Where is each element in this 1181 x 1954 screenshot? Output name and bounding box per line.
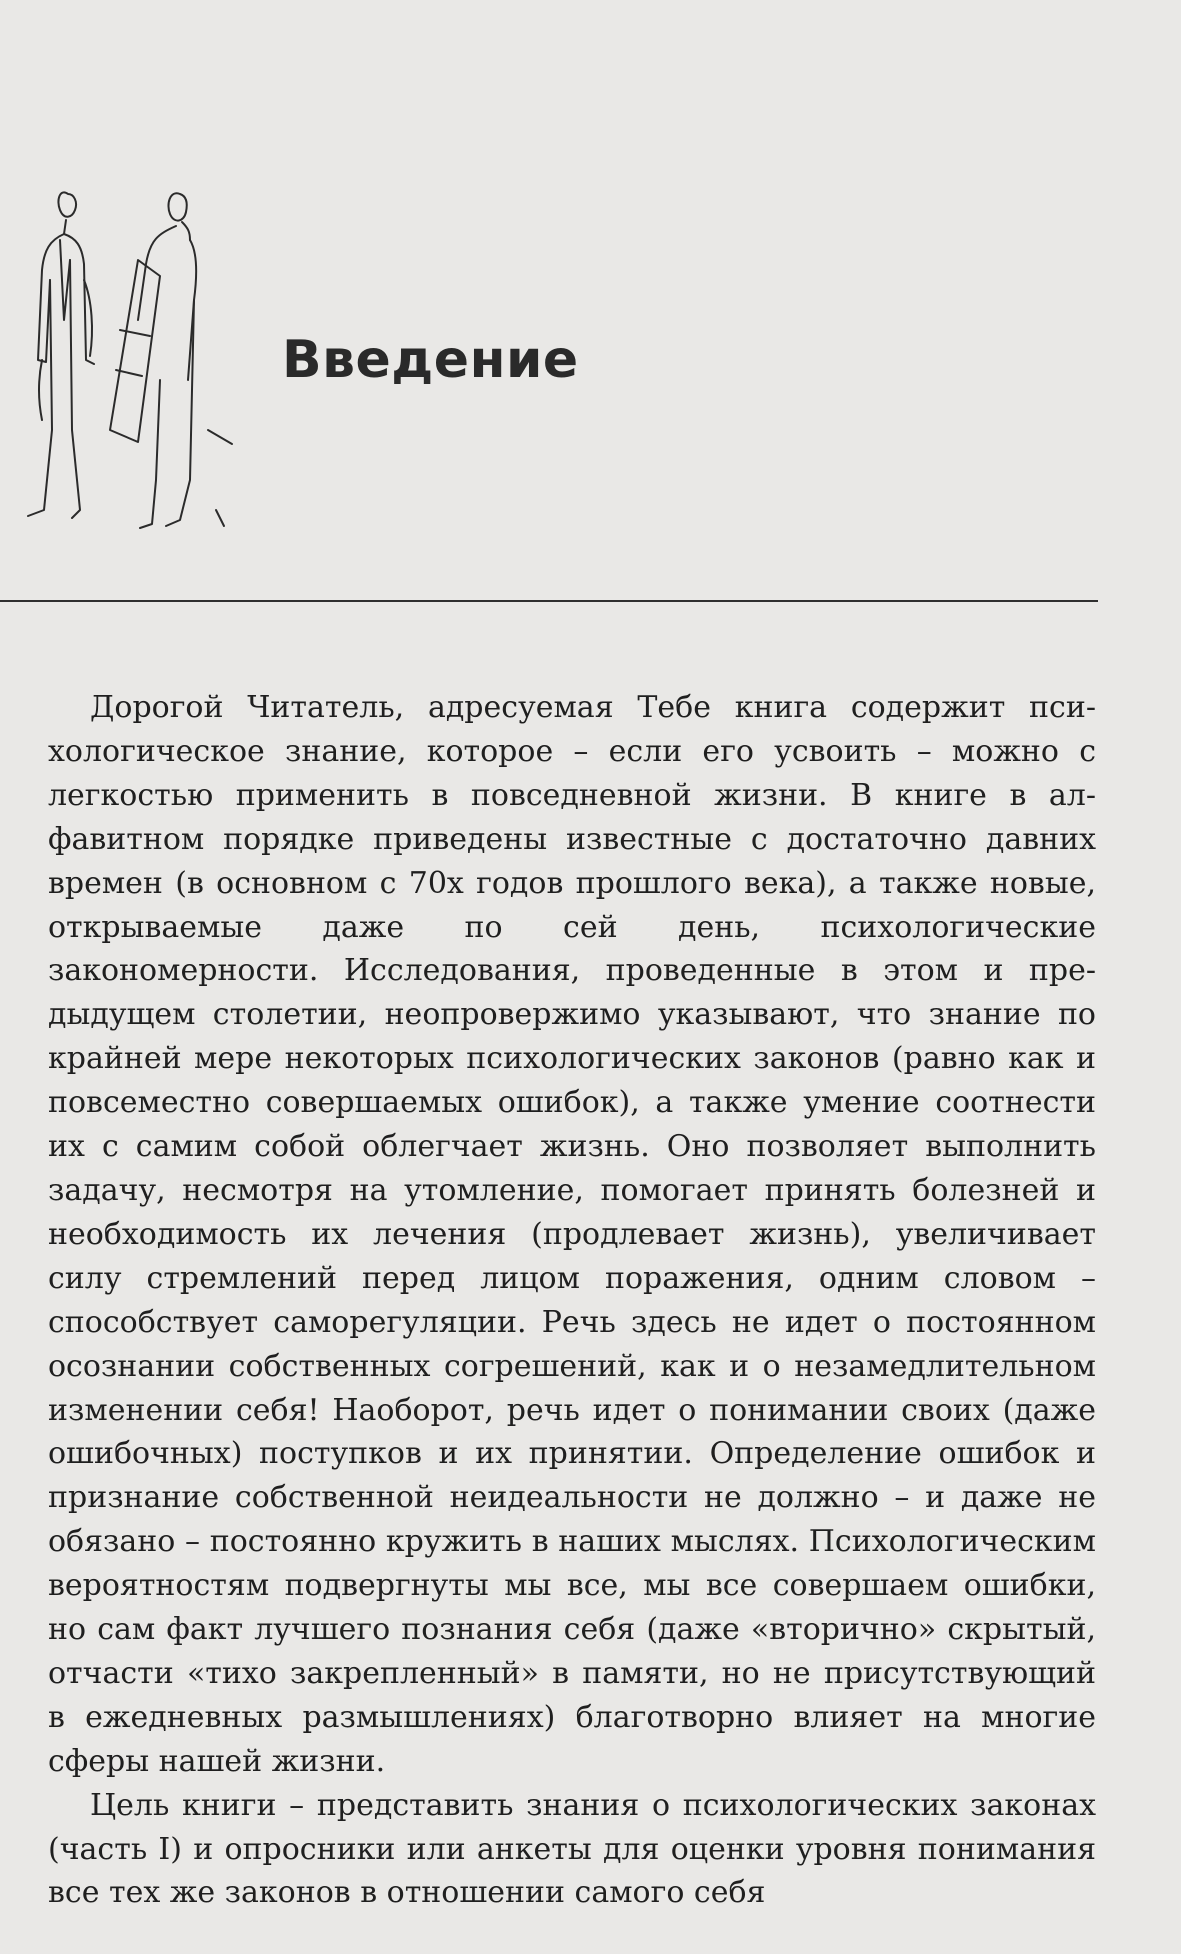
paragraph-1: Дорогой Читатель, адресуемая Тебе книга содержит психологическое знание, которое – если его усвоить – можно с легкостью применить в повседневной жизни. В книге в алфавитном порядке приведены известные с достаточно давних времен (в основном с 70х годов прошлого века), а также новые, открываемые даже по сей день, психологические закономерности. Исследования, проведенные в этом и предыдущем столетии, неопровержимо указывают, что знание по крайней мере некоторых психологических законов (равно как и повсеместно совершаемых ошибок), а также умение соотнести их с самим собой облегчает жизнь. Оно позволяет выполнить задачу, несмотря на утомление, помогает принять болезней и необходимость их лечения (продлевает жизнь), увеличивает силу стремлений перед лицом поражения, одним словом – способствует саморегуляции. Речь здесь не идет о постоянном осознании собственных согрешений, как и о незамедлительном изменении себя! Наоборот, речь идет о понимании своих (даже ошибочных) поступков и их принятии. Определение ошибок и признание собственной неидеальности не должно – и даже не обязано – постоянно кружить в наших мыслях. Психологическим вероятностям подвергнуты мы все, мы все совершаем ошибки, но сам факт лучшего познания себя (даже «вторично» скрытый, отчасти «тихо закрепленный» в памяти, но не присутствующий в ежедневных размышлениях) благотворно влияет на многие сферы нашей жизни. [48,690,1096,1779]
chapter-title: Введение [282,330,579,390]
body-text [48,686,1096,1915]
section-divider [0,600,1098,602]
two-figures-illustration-icon [20,180,250,540]
paragraph-2: Цель книги – представить знания о психологических законах (часть I) и опросники или анкеты для оценки уровня понимания все тех же законов в отношении самого себя [48,1787,1096,1911]
